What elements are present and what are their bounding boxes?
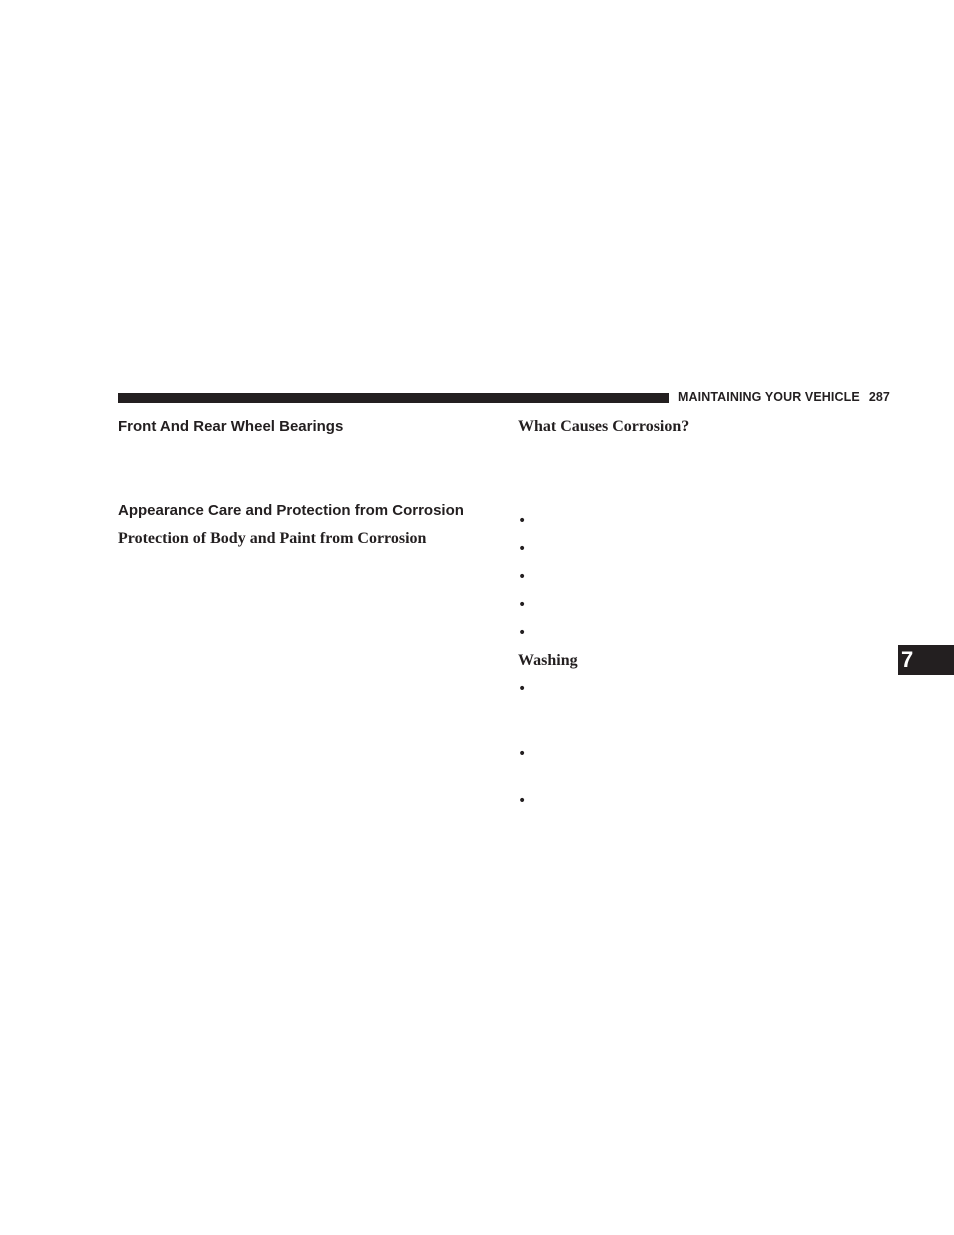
chapter-number: 7 (901, 647, 914, 672)
heading-wheel-bearings: Front And Rear Wheel Bearings (118, 418, 344, 435)
bullet-marker: • (518, 569, 527, 585)
bullet-marker: • (518, 597, 527, 613)
bullet-marker: • (518, 681, 527, 697)
section-title: MAINTAINING YOUR VEHICLE (678, 390, 860, 404)
bullet-marker: • (518, 541, 527, 557)
chapter-tab (898, 645, 954, 675)
header-rule (118, 393, 669, 403)
heading-appearance-care: Appearance Care and Protection from Corrosion (118, 502, 464, 519)
page-number: 287 (868, 390, 890, 404)
bullet-marker: • (518, 625, 527, 641)
bullet-marker: • (518, 793, 527, 809)
bullet-marker: • (518, 746, 527, 762)
subheading-washing: Washing (518, 652, 578, 669)
running-header (678, 390, 890, 404)
subheading-what-causes-corrosion: What Causes Corrosion? (518, 418, 690, 435)
subheading-body-paint: Protection of Body and Paint from Corrosion (118, 530, 427, 547)
bullet-marker: • (518, 513, 527, 529)
